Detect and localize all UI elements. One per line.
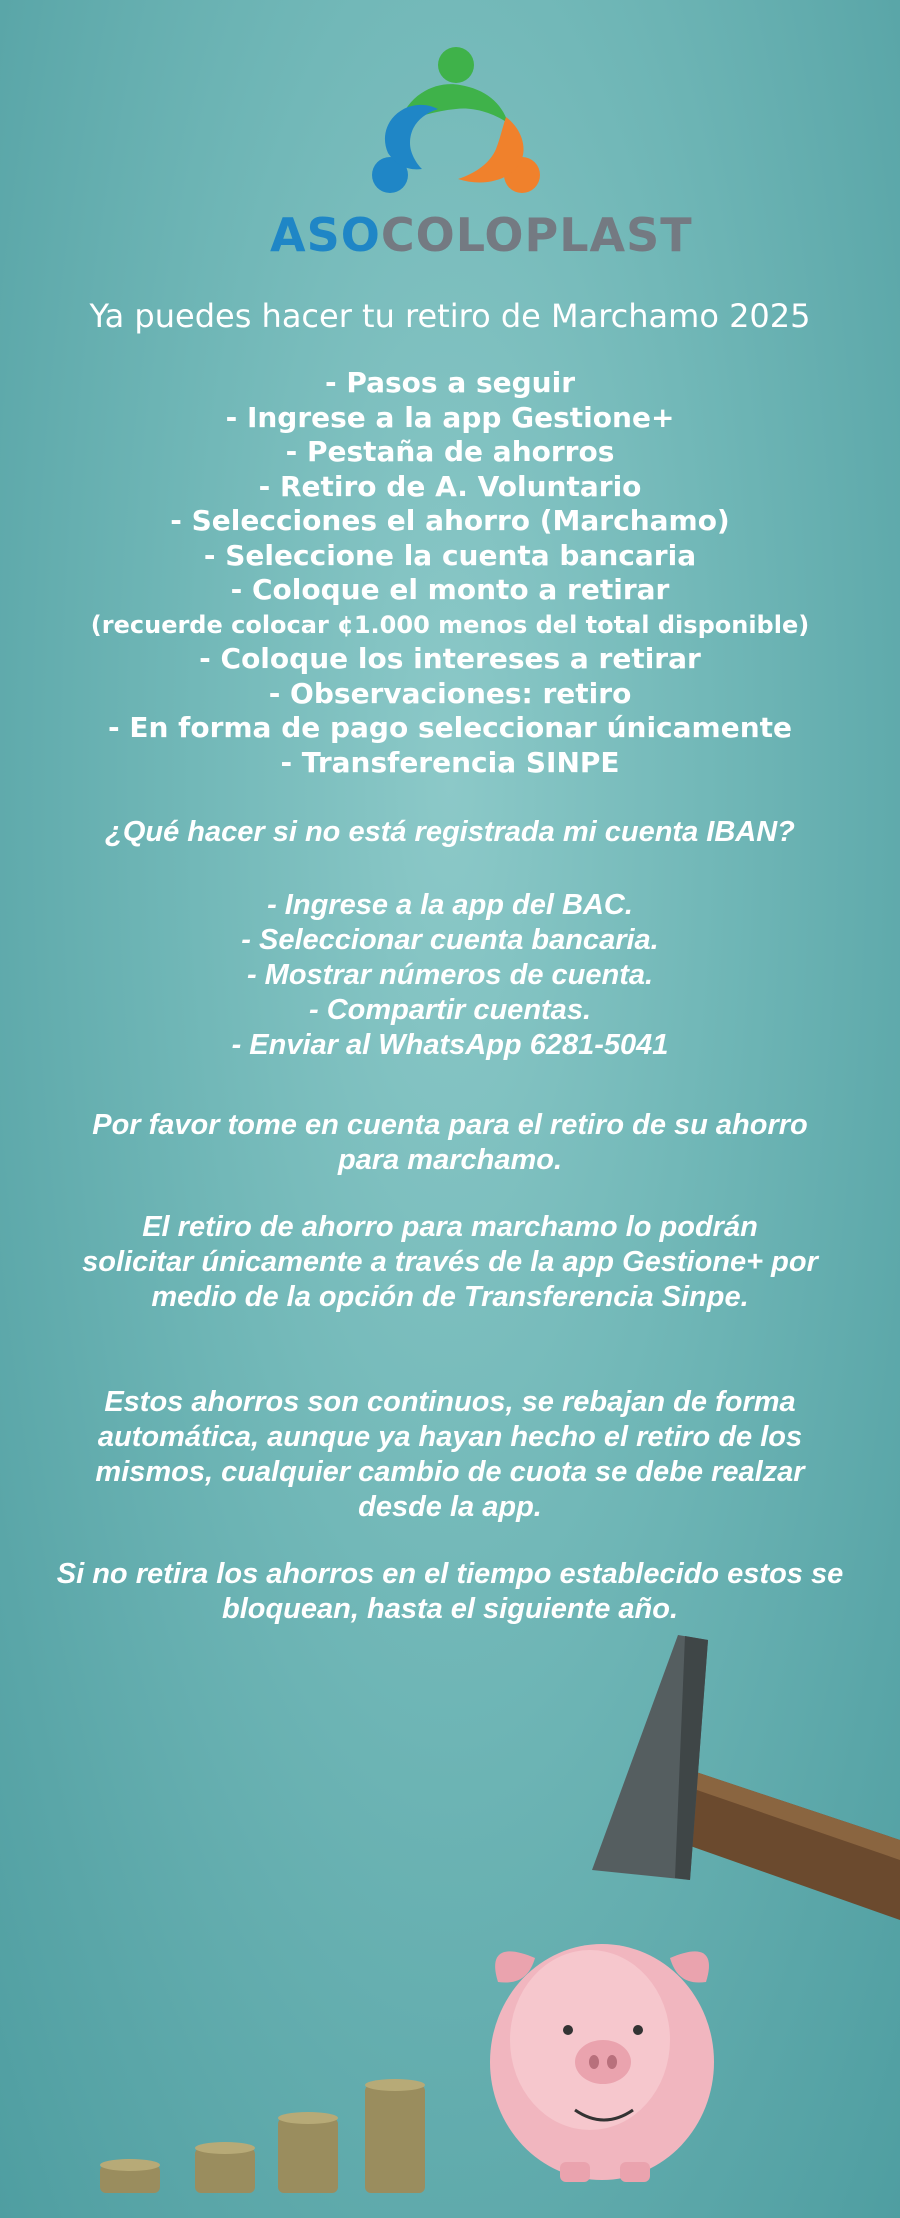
note-line: solicitar únicamente a través de la app Gestione+ por bbox=[82, 1246, 818, 1278]
note-line: para marchamo. bbox=[337, 1144, 563, 1176]
step-item: - Pasos a seguir bbox=[324, 366, 576, 399]
step-item: - Transferencia SINPE bbox=[280, 745, 620, 779]
note-line: Si no retira los ahorros en el tiempo establecido estos se bbox=[56, 1558, 844, 1590]
note-line: medio de la opción de Transferencia Sinpe. bbox=[151, 1281, 749, 1313]
iban-question: ¿Qué hacer si no está registrada mi cuenta IBAN? bbox=[105, 816, 795, 848]
bac-step-item: - Compartir cuentas. bbox=[309, 994, 591, 1026]
bac-step-item: - Ingrese a la app del BAC. bbox=[267, 889, 633, 921]
bac-step-item: - Seleccionar cuenta bancaria. bbox=[241, 924, 659, 956]
note-line: mismos, cualquier cambio de cuota se debe realzar bbox=[95, 1456, 805, 1488]
brand-wordmark: ASOCOLOPLAST bbox=[270, 208, 693, 262]
piggy-bank-icon bbox=[490, 1944, 714, 2182]
bac-step-item: - Enviar al WhatsApp 6281-5041 bbox=[231, 1029, 669, 1061]
step-item: - Retiro de A. Voluntario bbox=[258, 469, 642, 503]
bac-step-item: - Mostrar números de cuenta. bbox=[246, 959, 654, 991]
note-line: Estos ahorros son continuos, se rebajan de forma bbox=[104, 1386, 796, 1418]
step-item: - Pestaña de ahorros bbox=[285, 435, 615, 468]
note-line: El retiro de ahorro para marchamo lo podrán bbox=[142, 1211, 758, 1243]
note-line: Por favor tome en cuenta para el retiro de su ahorro bbox=[92, 1109, 808, 1141]
note-line: desde la app. bbox=[358, 1491, 542, 1523]
coin-stacks-icon bbox=[100, 2079, 425, 2193]
step-item: - Selecciones el ahorro (Marchamo) bbox=[170, 504, 730, 537]
step-item: - Observaciones: retiro bbox=[268, 676, 632, 710]
note-line: automática, aunque ya hayan hecho el retiro de los bbox=[97, 1421, 803, 1453]
step-note: (recuerde colocar ¢1.000 menos del total disponible) bbox=[90, 610, 810, 639]
step-item: - En forma de pago seleccionar únicamente bbox=[107, 711, 793, 744]
step-item: - Coloque el monto a retirar bbox=[230, 573, 670, 606]
hammer-icon bbox=[592, 1635, 900, 1920]
step-item: - Seleccione la cuenta bancaria bbox=[203, 538, 697, 572]
step-item: - Ingrese a la app Gestione+ bbox=[225, 400, 675, 434]
page-title: Ya puedes hacer tu retiro de Marchamo 2025 bbox=[89, 297, 811, 335]
step-item: - Coloque los intereses a retirar bbox=[199, 642, 701, 675]
note-line: bloquean, hasta el siguiente año. bbox=[221, 1593, 679, 1625]
